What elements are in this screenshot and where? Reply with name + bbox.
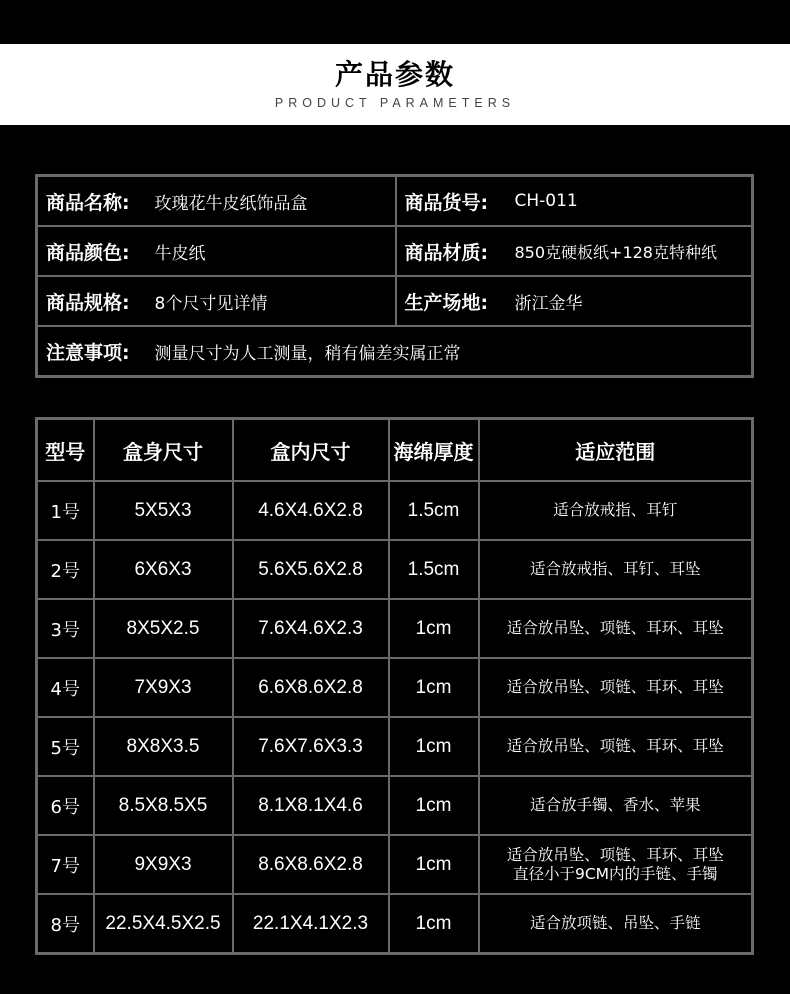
inner-size-cell: 22.1X4.1X2.3 xyxy=(233,894,389,954)
table-row xyxy=(37,540,753,599)
spec-value: 8个尺寸见详情 xyxy=(151,276,396,326)
inner-size-cell: 8.6X8.6X2.8 xyxy=(233,835,389,894)
product-info-table xyxy=(35,174,754,378)
info-row xyxy=(37,326,753,377)
model-cell: 1号 xyxy=(37,481,94,540)
color-label: 商品颜色: xyxy=(37,226,151,276)
scope-cell xyxy=(479,658,753,717)
model-cell: 3号 xyxy=(37,599,94,658)
section-header xyxy=(0,44,790,125)
sponge-thickness-cell: 1.5cm xyxy=(389,481,479,540)
sponge-thickness-cell: 1cm xyxy=(389,658,479,717)
outer-size-cell: 5X5X3 xyxy=(94,481,233,540)
outer-size-cell: 7X9X3 xyxy=(94,658,233,717)
sponge-thickness-cell: 1cm xyxy=(389,599,479,658)
scope-cell xyxy=(479,776,753,835)
table-row xyxy=(37,481,753,540)
info-row xyxy=(37,226,753,276)
note-value: 测量尺寸为人工测量，稍有偏差实属正常 xyxy=(151,326,753,377)
page-title: 产品参数 xyxy=(334,58,455,91)
scope-line: 直径小于9CM内的手链、手镯 xyxy=(512,864,718,883)
outer-size-cell: 22.5X4.5X2.5 xyxy=(94,894,233,954)
scope-cell xyxy=(479,835,753,894)
spec-label: 商品规格: xyxy=(37,276,151,326)
header-model: 型号 xyxy=(37,419,94,482)
scope-line: 适合放手镯、香水、苹果 xyxy=(529,796,701,814)
info-row xyxy=(37,176,753,227)
origin-value: 浙江金华 xyxy=(511,276,753,326)
model-cell: 4号 xyxy=(37,658,94,717)
info-row xyxy=(37,276,753,326)
scope-line: 适合放吊坠、项链、耳环、耳坠 xyxy=(506,737,724,755)
model-cell: 5号 xyxy=(37,717,94,776)
table-row xyxy=(37,599,753,658)
outer-size-cell: 9X9X3 xyxy=(94,835,233,894)
scope-cell xyxy=(479,894,753,954)
outer-size-cell: 6X6X3 xyxy=(94,540,233,599)
scope-line: 适合放项链、吊坠、手链 xyxy=(529,914,701,932)
header-sponge-thickness: 海绵厚度 xyxy=(389,419,479,482)
sponge-thickness-cell: 1cm xyxy=(389,894,479,954)
scope-cell xyxy=(479,599,753,658)
inner-size-cell: 5.6X5.6X2.8 xyxy=(233,540,389,599)
table-header-row xyxy=(37,419,753,482)
inner-size-cell: 4.6X4.6X2.8 xyxy=(233,481,389,540)
inner-size-cell: 6.6X8.6X2.8 xyxy=(233,658,389,717)
model-cell: 7号 xyxy=(37,835,94,894)
table-row xyxy=(37,658,753,717)
outer-size-cell: 8X8X3.5 xyxy=(94,717,233,776)
inner-size-cell: 7.6X7.6X3.3 xyxy=(233,717,389,776)
scope-cell xyxy=(479,540,753,599)
model-cell: 2号 xyxy=(37,540,94,599)
page-subtitle: PRODUCT PARAMETERS xyxy=(274,96,516,110)
sponge-thickness-cell: 1.5cm xyxy=(389,540,479,599)
header-inner-size: 盒内尺寸 xyxy=(233,419,389,482)
material-value: 850克硬板纸+128克特种纸 xyxy=(511,226,753,276)
scope-line: 适合放吊坠、项链、耳环、耳坠 xyxy=(506,619,724,637)
outer-size-cell: 8.5X8.5X5 xyxy=(94,776,233,835)
sponge-thickness-cell: 1cm xyxy=(389,717,479,776)
model-cell: 8号 xyxy=(37,894,94,954)
name-label: 商品名称: xyxy=(37,176,151,227)
sponge-thickness-cell: 1cm xyxy=(389,776,479,835)
table-row xyxy=(37,776,753,835)
scope-cell xyxy=(479,481,753,540)
model-cell: 6号 xyxy=(37,776,94,835)
sponge-thickness-cell: 1cm xyxy=(389,835,479,894)
inner-size-cell: 7.6X4.6X2.3 xyxy=(233,599,389,658)
table-row xyxy=(37,717,753,776)
material-label: 商品材质: xyxy=(396,226,511,276)
code-value: CH-011 xyxy=(511,176,753,227)
header-scope: 适应范围 xyxy=(479,419,753,482)
outer-size-cell: 8X5X2.5 xyxy=(94,599,233,658)
size-spec-table xyxy=(35,417,754,955)
code-label: 商品货号: xyxy=(396,176,511,227)
scope-line: 适合放戒指、耳钉 xyxy=(553,501,678,519)
note-label: 注意事项: xyxy=(37,326,151,377)
scope-line: 适合放吊坠、项链、耳环、耳坠 xyxy=(506,845,724,864)
table-row xyxy=(37,894,753,954)
name-value: 玫瑰花牛皮纸饰品盒 xyxy=(151,176,396,227)
inner-size-cell: 8.1X8.1X4.6 xyxy=(233,776,389,835)
table-row xyxy=(37,835,753,894)
scope-line: 适合放吊坠、项链、耳环、耳坠 xyxy=(506,678,724,696)
color-value: 牛皮纸 xyxy=(151,226,396,276)
scope-cell xyxy=(479,717,753,776)
origin-label: 生产场地: xyxy=(396,276,511,326)
header-outer-size: 盒身尺寸 xyxy=(94,419,233,482)
scope-line: 适合放戒指、耳钉、耳坠 xyxy=(529,560,701,578)
